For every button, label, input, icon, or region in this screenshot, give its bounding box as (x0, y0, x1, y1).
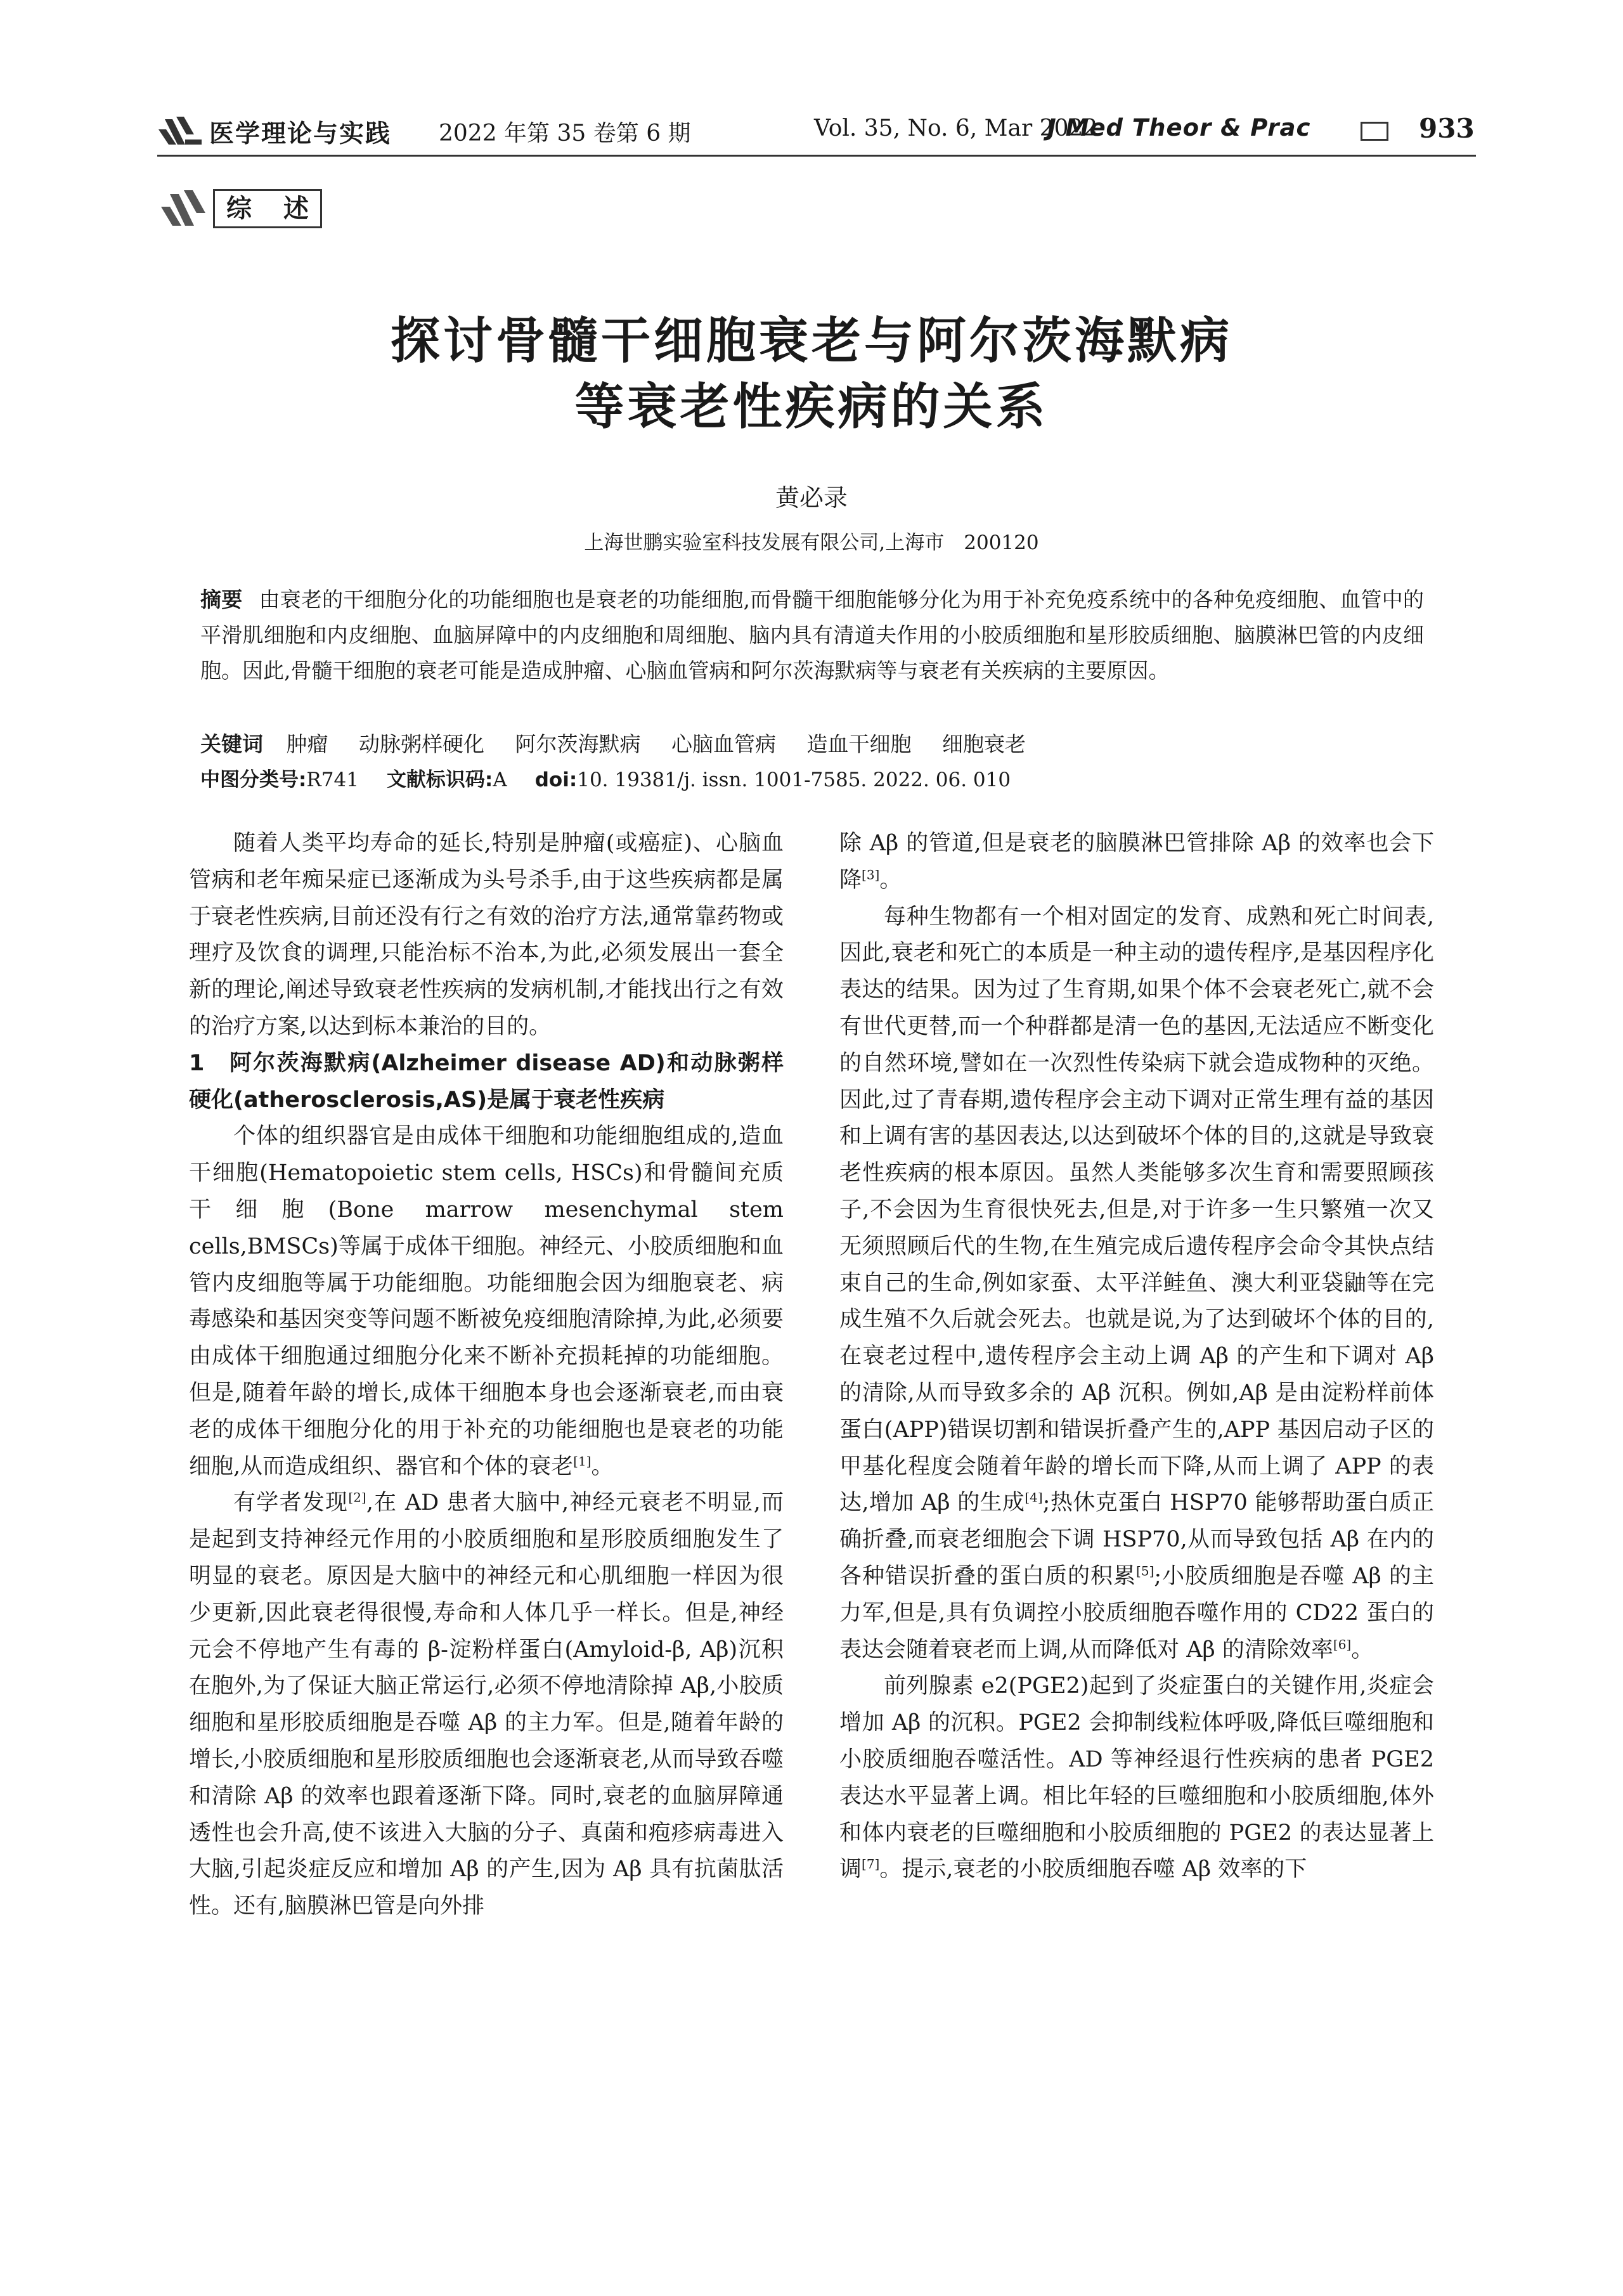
body-column-right (839, 826, 1434, 1888)
section-label: 综 述 (213, 189, 322, 228)
author: 黄必录 (775, 484, 848, 512)
doi-label: doi: (534, 769, 578, 791)
citation: [3] (862, 867, 880, 883)
doc-code-label: 文献标识码: (386, 769, 493, 791)
paragraph: 随着人类平均寿命的延长,特别是肿瘤(或癌症)、心脑血管病和老年痴呆症已逐渐成为头号杀手,由于这些疾病都是属于衰老性疾病,目前还没有行之有效的治疗方法,通常靠药物或理疗及饮食的调理,只能治标不治本,为此,必须发展出一套全新的理论,阐述导致衰老性疾病的发病机制,才能找出行之有效的治疗方案,以达到标本兼治的目的。 (189, 831, 784, 1039)
citation: [6] (1333, 1636, 1352, 1652)
keyword: 造血干细胞 (806, 732, 912, 756)
paragraph: 除 Aβ 的管道,但是衰老的脑膜淋巴管排除 Aβ 的效率也会下降[3]。 (839, 831, 1434, 893)
paragraph: 前列腺素 e2(PGE2)起到了炎症蛋白的关键作用,炎症会增加 Aβ 的沉积。PGE2 会抑制线粒体呼吸,降低巨噬细胞和小胶质细胞吞噬活性。AD 等神经退行性疾病的患者 PGE2 表达水平显著上调。相比年轻的巨噬细胞和小胶质细胞,体外和体内衰老的巨噬细胞和小胶质细胞的 PGE2 的表达显著上调[7]。提示,衰老的小胶质细胞吞噬 Aβ 效率的下 (839, 1673, 1434, 1883)
doi-value: 10. 19381/j. issn. 1001-7585. 2022. 06. 010 (577, 769, 1011, 791)
page-number: 933 (1419, 113, 1475, 144)
issue-info-cn: 2022 年第 35 卷第 6 期 (439, 120, 691, 146)
paragraph: 有学者发现[2],在 AD 患者大脑中,神经元衰老不明显,而是起到支持神经元作用的小胶质细胞和星形胶质细胞发生了明显的衰老。原因是大脑中的神经元和心肌细胞一样因为很少更新,因此衰老得很慢,寿命和人体几乎一样长。但是,神经元会不停地产生有毒的 β-淀粉样蛋白(Amyloid-β, Aβ)沉积在胞外,为了保证大脑正常运行,必须不停地清除掉 Aβ,小胶质细胞和星形胶质细胞是吞噬 Aβ 的主力军。但是,随着年龄的增长,小胶质细胞和星形胶质细胞也会逐渐衰老,从而导致吞噬和清除 Aβ 的效率也跟着逐渐下降。同时,衰老的血脑屏障通透性也会升高,使不该进入大脑的分子、真菌和疱疹病毒进入大脑,引起炎症反应和增加 Aβ 的产生,因为 Aβ 具有抗菌肽活性。还有,脑膜淋巴管是向外排 (189, 1489, 784, 1919)
citation: [5] (1136, 1563, 1154, 1579)
citation: [7] (862, 1856, 880, 1872)
abstract (200, 582, 1424, 689)
doc-code-value: A (493, 769, 507, 791)
section-heading-1: 1 阿尔茨海默病(Alzheimer disease AD)和动脉粥样硬化(atherosclerosis,AS)是属于衰老性疾病 (189, 1050, 784, 1113)
running-header (157, 113, 1489, 151)
body-column-left (189, 826, 784, 1925)
classification-line (200, 762, 1424, 798)
citation: [2] (348, 1489, 366, 1505)
keyword: 细胞衰老 (942, 732, 1026, 756)
citation: [4] (1025, 1489, 1043, 1505)
clc-value: R741 (306, 769, 359, 791)
section-logo-icon (158, 189, 222, 227)
abstract-label: 摘要 (200, 587, 243, 612)
keyword: 动脉粥样硬化 (359, 732, 484, 756)
article-title (178, 308, 1445, 440)
journal-name-cn: 医学理论与实践 (209, 120, 392, 148)
citation: [1] (573, 1453, 592, 1469)
issue-info-en: Vol. 35, No. 6, Mar 2022 (814, 115, 1098, 141)
keywords-label: 关键词 (200, 732, 263, 756)
keywords (200, 727, 1424, 762)
keyword: 阿尔茨海默病 (515, 732, 641, 756)
affiliation: 上海世鹏实验室科技发展有限公司,上海市 200120 (584, 531, 1039, 554)
clc-label: 中图分类号: (200, 769, 307, 791)
abstract-text: 由衰老的干细胞分化的功能细胞也是衰老的功能细胞,而骨髓干细胞能够分化为用于补充免疫系统中的各种免疫细胞、血管中的平滑肌细胞和内皮细胞、血脑屏障中的内皮细胞和周细胞、脑内具有清道夫作用的小胶质细胞和星形胶质细胞、脑膜淋巴管的内皮细胞。因此,骨髓干细胞的衰老可能是造成肿瘤、心脑血管病和阿尔茨海默病等与衰老有关疾病的主要原因。 (200, 587, 1425, 683)
header-rule (157, 155, 1476, 157)
paragraph: 个体的组织器官是由成体干细胞和功能细胞组成的,造血干细胞(Hematopoietic stem cells, HSCs)和骨髓间充质干细胞(Bone marrow mesenchymal stem cells,BMSCs)等属于成体干细胞。神经元、小胶质细胞和血管内皮细胞等属于功能细胞。功能细胞会因为细胞衰老、病毒感染和基因突变等问题不断被免疫细胞清除掉,为此,必须要由成体干细胞通过细胞分化来不断补充损耗掉的功能细胞。但是,随着年龄的增长,成体干细胞本身也会逐渐衰老,而由衰老的成体干细胞分化的用于补充的功能细胞也是衰老的功能细胞,从而造成组织、器官和个体的衰老[1]。 (189, 1124, 784, 1479)
keyword: 心脑血管病 (671, 732, 776, 756)
journal-name-en: J Med Theor & Prac (1047, 114, 1311, 141)
title-line-2: 等衰老性疾病的关系 (574, 379, 1049, 436)
header-box-decoration (1361, 122, 1388, 141)
journal-logo-icon (157, 115, 202, 146)
paragraph: 每种生物都有一个相对固定的发育、成熟和死亡时间表,因此,衰老和死亡的本质是一种主动的遗传程序,是基因程序化表达的结果。因为过了生育期,如果个体不会衰老死亡,就不会有世代更替,而一个种群都是清一色的基因,无法适应不断变化的自然环境,譬如在一次烈性传染病下就会造成物种的灭绝。因此,过了青春期,遗传程序会主动下调对正常生理有益的基因和上调有害的基因表达,以达到破坏个体的目的,这就是导致衰老性疾病的根本原因。虽然人类能够多次生育和需要照顾孩子,不会因为生育很快死去,但是,对于许多一生只繁殖一次又无须照顾后代的生物,在生殖完成后遗传程序会命令其快点结束自己的生命,例如家蚕、太平洋鲑鱼、澳大利亚袋鼬等在完成生殖不久后就会死去。也就是说,为了达到破坏个体的目的,在衰老过程中,遗传程序会主动上调 Aβ 的产生和下调对 Aβ 的清除,从而导致多余的 Aβ 沉积。例如,Aβ 是由淀粉样前体蛋白(APP)错误切割和错误折叠产生的,APP 基因启动子区的甲基化程度会随着年龄的增长而下降,从而上调了 APP 的表达,增加 Aβ 的生成[4];热休克蛋白 HSP70 能够帮助蛋白质正确折叠,而衰老细胞会下调 HSP70,从而导致包括 Aβ 在内的各种错误折叠的蛋白质的积累[5];小胶质细胞是吞噬 Aβ 的主力军,但是,具有负调控小胶质细胞吞噬作用的 CD22 蛋白的表达会随着衰老而上调,从而降低对 Aβ 的清除效率[6]。 (839, 904, 1434, 1663)
keyword: 肿瘤 (286, 732, 328, 756)
title-line-1: 探讨骨髓干细胞衰老与阿尔茨海默病 (390, 313, 1232, 370)
